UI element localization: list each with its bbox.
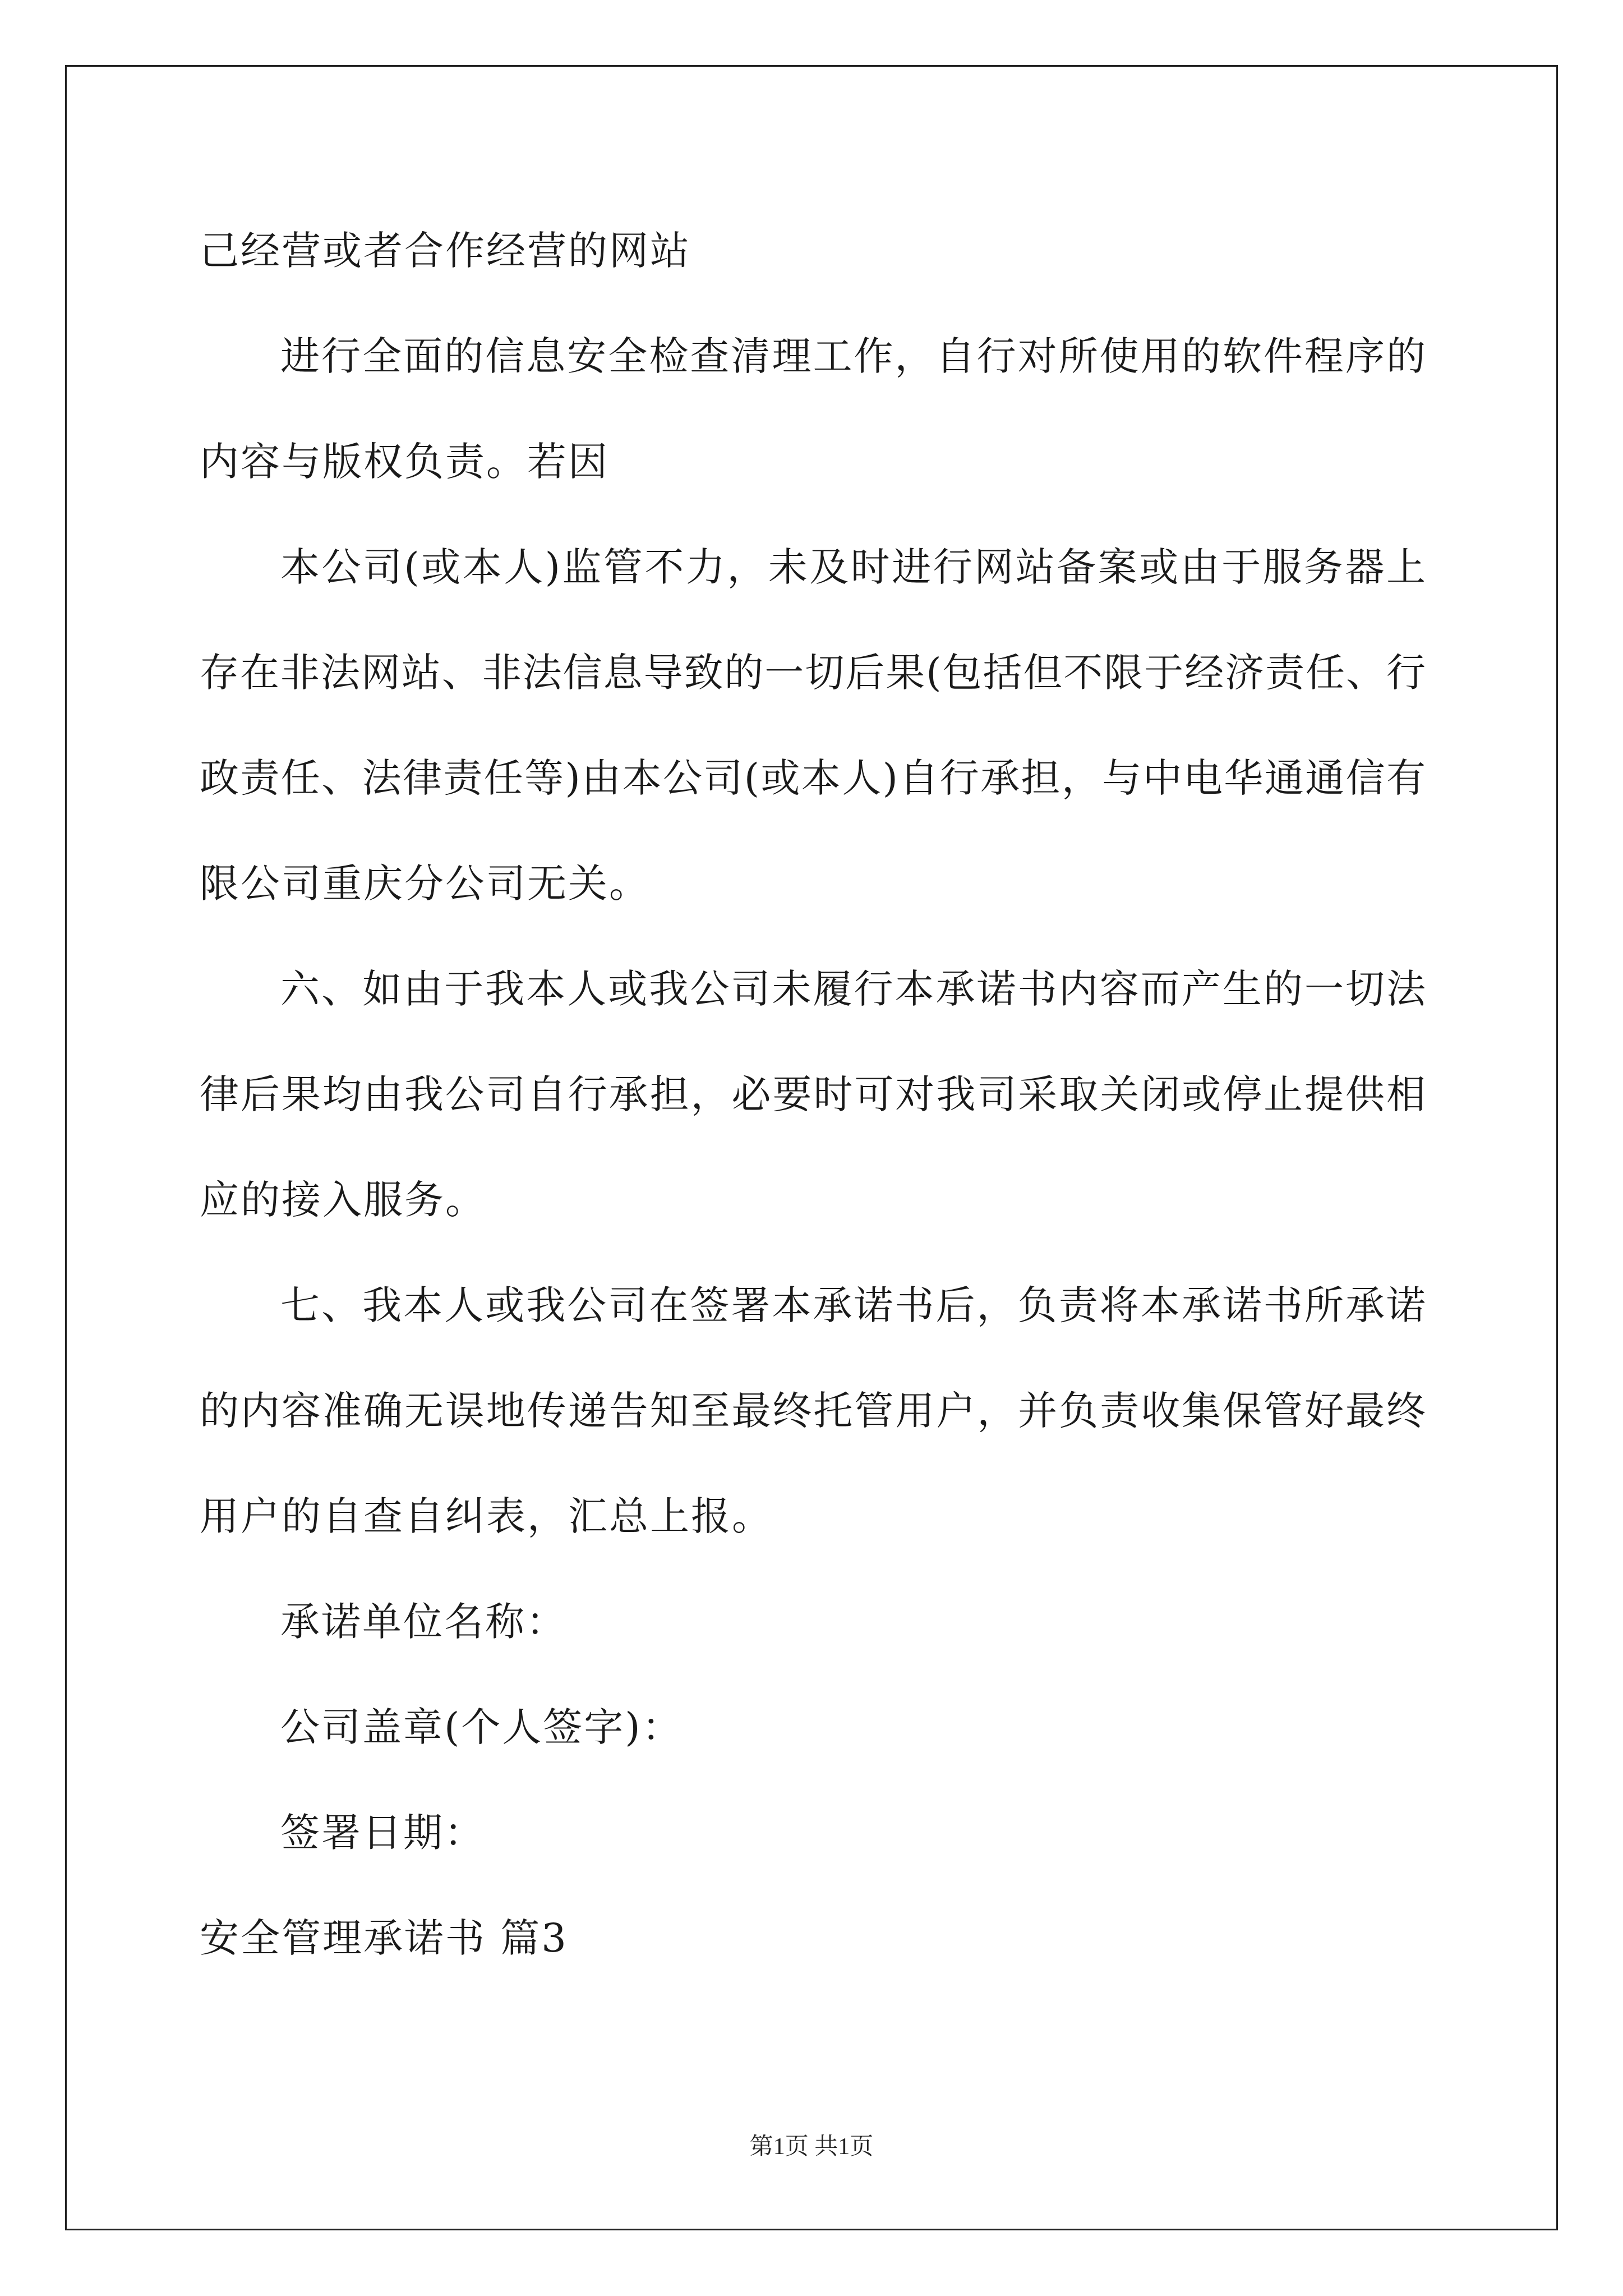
text-line-9: 律后果均由我公司自行承担，必要时可对我司采取关闭或停止提供相 <box>200 1071 1426 1117</box>
text-line-12: 的内容准确无误地传递告知至最终托管用户，并负责收集保管好最终 <box>200 1388 1426 1434</box>
text-line-2: 进行全面的信息安全检查清理工作，自行对所使用的软件程序的 <box>280 333 1426 379</box>
text-line-4: 本公司(或本人)监管不力，未及时进行网站备案或由于服务器上 <box>280 544 1426 590</box>
text-line-6: 政责任、法律责任等)由本公司(或本人)自行承担，与中电华通通信有 <box>200 755 1426 801</box>
text-line-8: 六、如由于我本人或我公司未履行本承诺书内容而产生的一切法 <box>280 966 1426 1012</box>
text-line-15: 公司盖章(个人签字)： <box>280 1704 683 1750</box>
text-line-7: 限公司重庆分公司无关。 <box>200 861 650 907</box>
text-line-13: 用户的自查自纠表，汇总上报。 <box>200 1493 773 1539</box>
page-border <box>65 65 1558 2230</box>
text-line-10: 应的接入服务。 <box>200 1177 486 1223</box>
section-heading: 安全管理承诺书 篇3 <box>200 1915 568 1961</box>
text-line-1: 己经营或者合作经营的网站 <box>200 228 691 274</box>
text-line-14: 承诺单位名称： <box>280 1599 567 1645</box>
text-line-11: 七、我本人或我公司在签署本承诺书后，负责将本承诺书所承诺 <box>280 1282 1426 1328</box>
text-line-3: 内容与版权负责。若因 <box>200 439 609 485</box>
text-line-5: 存在非法网站、非法信息导致的一切后果(包括但不限于经济责任、行 <box>200 650 1426 696</box>
text-line-16: 签署日期： <box>280 1810 485 1856</box>
page-footer: 第1页 共1页 <box>749 2134 874 2160</box>
